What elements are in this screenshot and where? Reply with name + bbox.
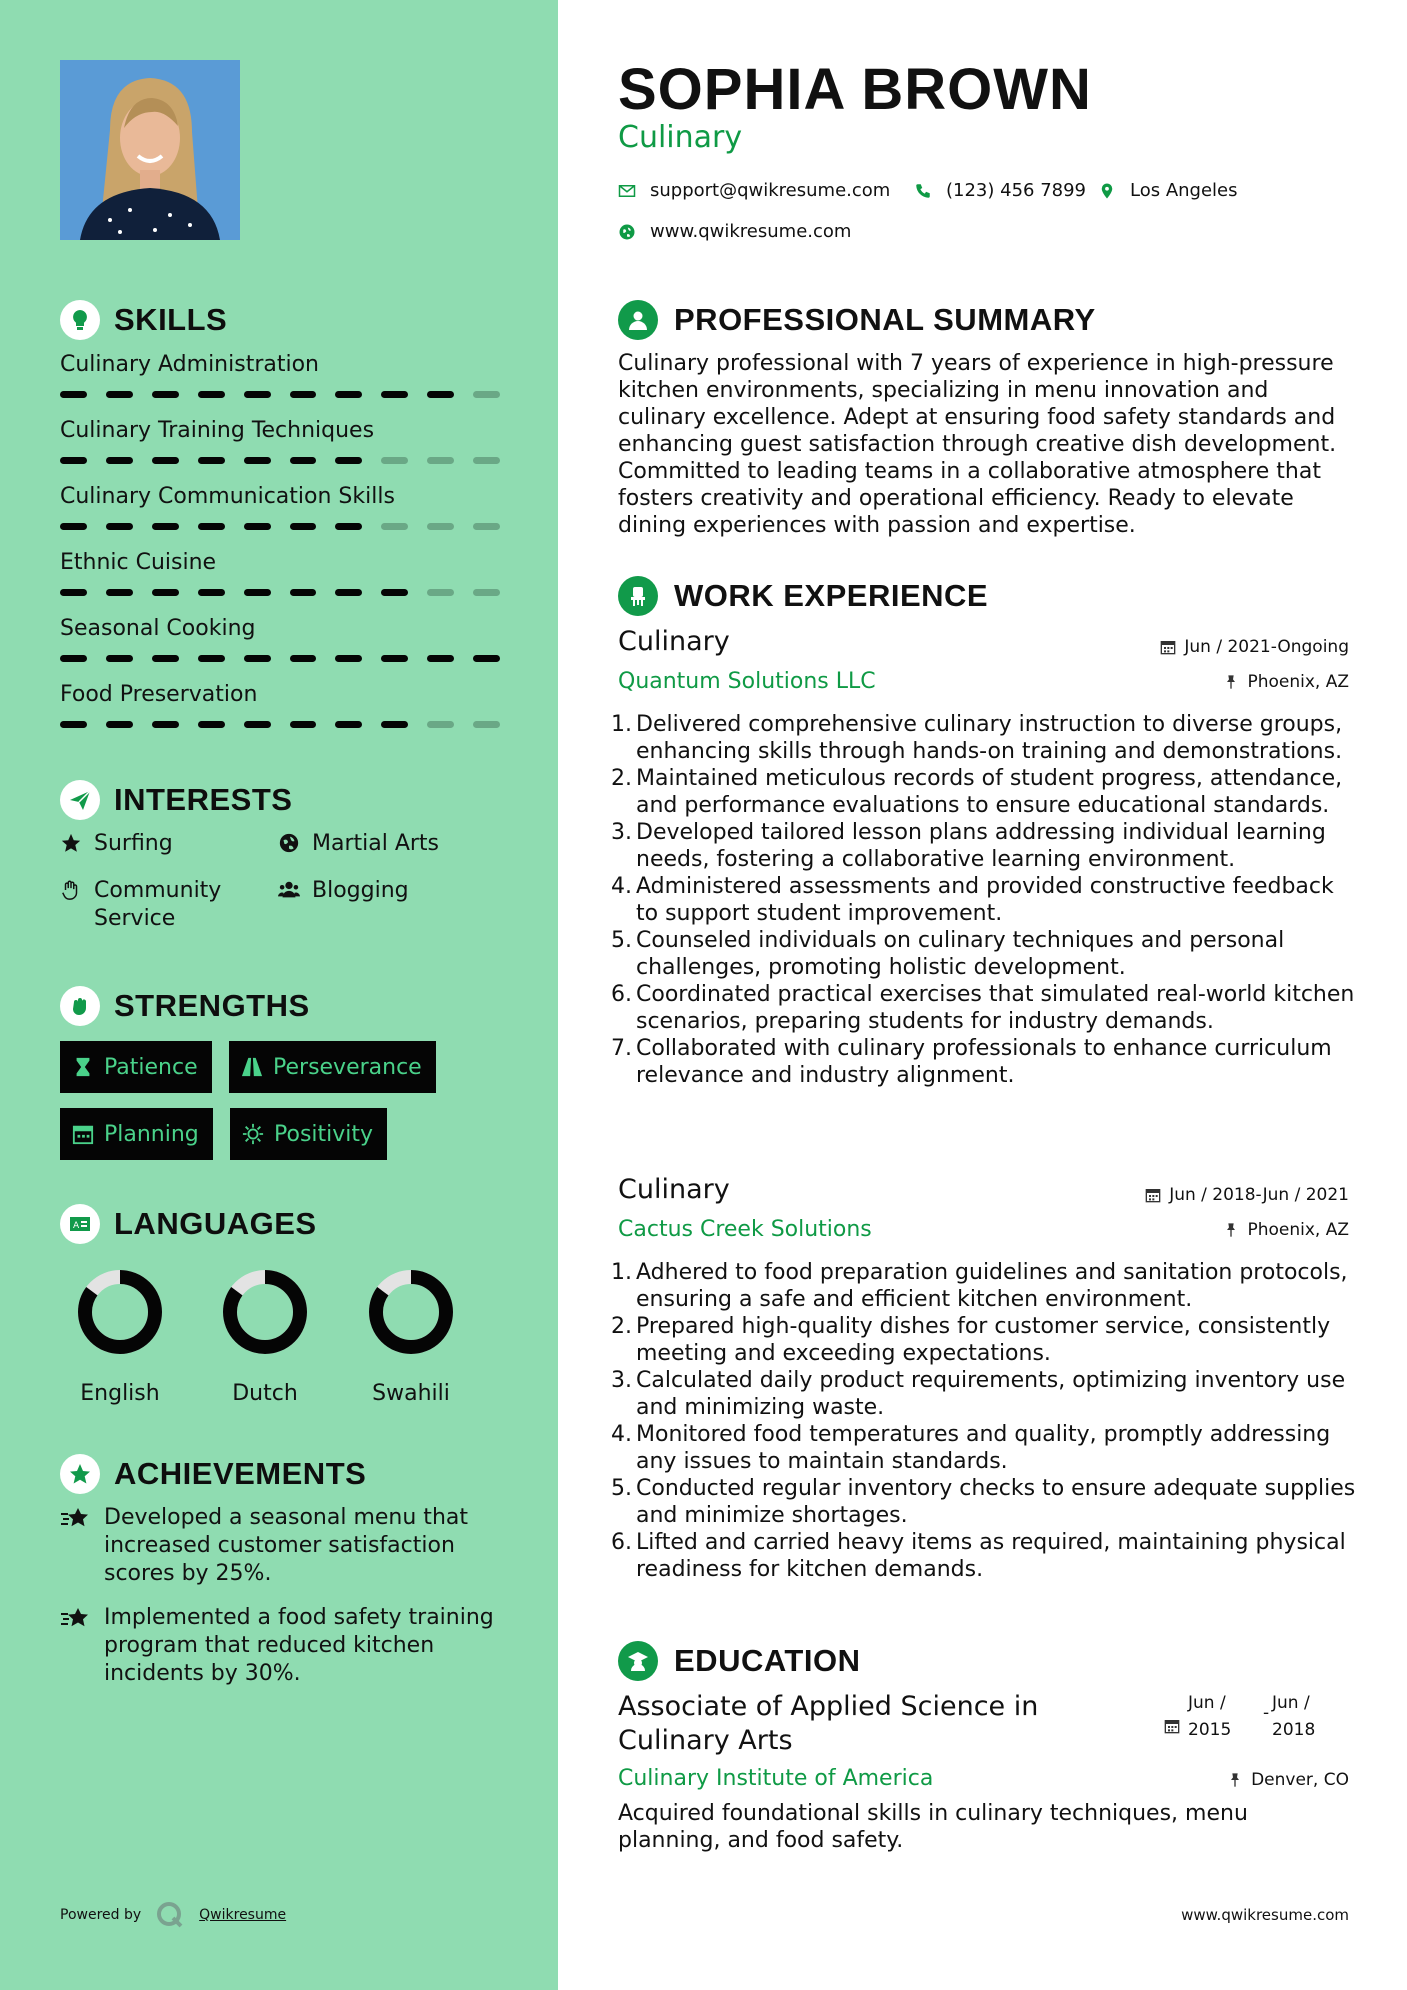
skill-level-segment xyxy=(152,457,179,464)
skill-level-segment xyxy=(244,721,271,728)
strength-badge-perseverance: Perseverance xyxy=(229,1041,436,1093)
skill-name: Culinary Administration xyxy=(60,352,319,377)
skill-level-segment xyxy=(427,523,454,530)
skill-level-segment xyxy=(152,655,179,662)
skill-level-segment xyxy=(60,391,87,398)
skill-level-segment xyxy=(198,655,225,662)
skill-level-segment xyxy=(335,589,362,596)
star-icon xyxy=(60,832,82,854)
skill-level-bar xyxy=(60,457,500,464)
interest-item-martial-arts: Martial Arts xyxy=(278,830,439,858)
skill-level-segment xyxy=(427,721,454,728)
footer-url[interactable]: www.qwikresume.com xyxy=(1181,1906,1349,1924)
skill-level-segment xyxy=(381,721,408,728)
duty-number: 6. xyxy=(611,982,632,1007)
duty-number: 3. xyxy=(611,820,632,845)
duty-item xyxy=(608,819,1360,873)
skill-level-segment xyxy=(335,721,362,728)
duty-text: Administered assessments and provided constructive feedback to support student improvement. xyxy=(636,874,1334,926)
skill-level-segment xyxy=(152,589,179,596)
skill-level-segment xyxy=(244,523,271,530)
skill-level-segment xyxy=(290,523,317,530)
duty-item xyxy=(608,873,1360,927)
candidate-name: SOPHIA BROWN xyxy=(618,57,1092,122)
skill-level-segment xyxy=(381,457,408,464)
skill-name: Ethnic Cuisine xyxy=(60,550,217,575)
duty-text: Monitored food temperatures and quality, promptly addressing any issues to maintain standards. xyxy=(636,1422,1331,1474)
skill-level-segment xyxy=(335,655,362,662)
strengths-heading: STRENGTHS xyxy=(60,986,310,1026)
globe-icon xyxy=(278,832,300,854)
skill-level-segment xyxy=(198,523,225,530)
duty-number: 5. xyxy=(611,928,632,953)
duty-item xyxy=(608,1259,1360,1313)
star-badge-icon xyxy=(60,1454,100,1494)
duty-item xyxy=(608,1367,1360,1421)
duty-item xyxy=(608,765,1360,819)
education-description: Acquired foundational skills in culinary techniques, menu planning, and food safety. xyxy=(618,1801,1248,1853)
duty-number: 7. xyxy=(611,1036,632,1061)
duty-text: Coordinated practical exercises that simulated real-world kitchen scenarios, preparing students for industry demands. xyxy=(636,982,1355,1034)
skill-level-segment xyxy=(473,523,500,530)
skill-level-bar xyxy=(60,721,500,728)
job-duties xyxy=(608,711,1360,1089)
language-name: Dutch xyxy=(232,1381,298,1406)
job-location: Phoenix, AZ xyxy=(1223,1220,1349,1240)
skill-level-segment xyxy=(290,589,317,596)
duty-text: Calculated daily product requirements, optimizing inventory use and minimizing waste. xyxy=(636,1368,1346,1420)
achievements-heading: ACHIEVEMENTS xyxy=(60,1454,366,1494)
skill-level-segment xyxy=(244,457,271,464)
duty-number: 4. xyxy=(611,1422,632,1447)
skill-level-segment xyxy=(290,391,317,398)
job-date: Jun / 2018-Jun / 2021 xyxy=(1145,1185,1349,1205)
skill-level-segment xyxy=(60,523,87,530)
hourglass-icon xyxy=(72,1056,94,1078)
svg-text:A: A xyxy=(73,1221,80,1231)
contact-location: Los Angeles xyxy=(1098,180,1238,201)
duty-item xyxy=(608,1035,1360,1089)
user-icon xyxy=(618,300,658,340)
calendar-icon xyxy=(1164,1716,1180,1743)
skill-level-bar xyxy=(60,523,500,530)
skill-level-bar xyxy=(60,391,500,398)
skill-item xyxy=(60,550,500,596)
skill-level-segment xyxy=(106,721,133,728)
skill-level-segment xyxy=(198,721,225,728)
duty-number: 1. xyxy=(611,712,632,737)
skill-item xyxy=(60,418,500,464)
interests-heading: INTERESTS xyxy=(60,780,292,820)
qwikresume-logo-icon xyxy=(155,1900,185,1930)
education-location: Denver, CO xyxy=(1227,1770,1349,1790)
qwikresume-link[interactable]: Qwikresume xyxy=(199,1907,287,1923)
skill-level-bar xyxy=(60,655,500,662)
skill-level-segment xyxy=(381,655,408,662)
duty-text: Prepared high-quality dishes for customer service, consistently meeting and exceeding expectations. xyxy=(636,1314,1331,1366)
job-date: Jun / 2021-Ongoing xyxy=(1160,637,1349,657)
interest-item-blogging: Blogging xyxy=(278,877,409,905)
skill-level-segment xyxy=(290,457,317,464)
skill-item xyxy=(60,484,500,530)
skill-level-segment xyxy=(244,391,271,398)
skill-level-segment xyxy=(381,589,408,596)
duty-text: Lifted and carried heavy items as required, maintaining physical readiness for kitchen demands. xyxy=(636,1530,1346,1582)
shooting-star-icon xyxy=(60,1504,92,1532)
skill-level-segment xyxy=(335,391,362,398)
language-item xyxy=(205,1267,325,1406)
sun-icon xyxy=(242,1123,264,1145)
language-level-ring xyxy=(220,1267,310,1357)
duty-text: Adhered to food preparation guidelines and sanitation protocols, ensuring a safe and efficient kitchen environment. xyxy=(636,1260,1348,1312)
language-icon xyxy=(60,1204,100,1244)
job-company: Cactus Creek Solutions xyxy=(618,1217,872,1242)
skill-level-segment xyxy=(427,391,454,398)
skill-level-segment xyxy=(290,655,317,662)
duty-text: Conducted regular inventory checks to ensure adequate supplies and minimize shortages. xyxy=(636,1476,1356,1528)
skill-level-segment xyxy=(152,523,179,530)
education-start-date: Jun / 2015 xyxy=(1188,1693,1232,1740)
skill-level-segment xyxy=(60,655,87,662)
skill-level-bar xyxy=(60,589,500,596)
contact-email[interactable]: support@qwikresume.com xyxy=(618,180,890,201)
skill-level-segment xyxy=(381,523,408,530)
interest-item-surfing: Surfing xyxy=(60,830,173,858)
languages-heading: A LANGUAGES xyxy=(60,1204,317,1244)
skill-level-segment xyxy=(198,391,225,398)
strength-badge-patience: Patience xyxy=(60,1041,212,1093)
skill-level-segment xyxy=(381,391,408,398)
skill-level-segment xyxy=(427,589,454,596)
summary-heading: PROFESSIONAL SUMMARY xyxy=(618,300,1096,340)
chair-icon xyxy=(618,576,658,616)
skill-level-segment xyxy=(152,391,179,398)
strength-badge-positivity: Positivity xyxy=(230,1108,387,1160)
skill-level-segment xyxy=(106,523,133,530)
education-end-date: Jun / 2018 xyxy=(1272,1693,1316,1740)
duty-number: 2. xyxy=(611,766,632,791)
contact-website[interactable]: www.qwikresume.com xyxy=(618,221,851,242)
skill-level-segment xyxy=(152,721,179,728)
road-icon xyxy=(241,1056,263,1078)
duty-item xyxy=(608,981,1360,1035)
skill-level-segment xyxy=(198,457,225,464)
duty-item xyxy=(608,711,1360,765)
duty-number: 5. xyxy=(611,1476,632,1501)
duty-item xyxy=(608,927,1360,981)
skill-item xyxy=(60,616,500,662)
duty-item xyxy=(608,1475,1360,1529)
graduate-icon xyxy=(618,1641,658,1681)
skill-level-segment xyxy=(473,655,500,662)
skill-level-segment xyxy=(335,523,362,530)
duty-number: 1. xyxy=(611,1260,632,1285)
duty-text: Delivered comprehensive culinary instruction to diverse groups, enhancing skills through hands-on training and demonstrations. xyxy=(636,712,1343,764)
duty-item xyxy=(608,1529,1360,1583)
duty-text: Developed tailored lesson plans addressing individual learning needs, fostering a collaborative learning environment. xyxy=(636,820,1326,872)
pushpin-icon xyxy=(1223,674,1239,690)
skill-level-segment xyxy=(244,589,271,596)
achievement-item: Implemented a food safety training program that reduced kitchen incidents by 30%. xyxy=(60,1604,500,1688)
duty-number: 6. xyxy=(611,1530,632,1555)
duty-text: Maintained meticulous records of student progress, attendance, and performance evaluations to ensure educational standards. xyxy=(636,766,1343,818)
skill-level-segment xyxy=(473,589,500,596)
job-title: Culinary xyxy=(618,1174,730,1205)
map-pin-icon xyxy=(1098,182,1116,200)
skill-level-segment xyxy=(290,721,317,728)
duty-text: Collaborated with culinary professionals to enhance curriculum relevance and industry alignment. xyxy=(636,1036,1332,1088)
skill-level-segment xyxy=(60,589,87,596)
sidebar xyxy=(0,0,558,1990)
job-company: Quantum Solutions LLC xyxy=(618,669,876,694)
skills-heading: SKILLS xyxy=(60,300,227,340)
education-heading: EDUCATION xyxy=(618,1641,860,1681)
date-separator: - xyxy=(1263,1703,1270,1723)
skill-level-segment xyxy=(473,391,500,398)
pushpin-icon xyxy=(1227,1772,1243,1788)
skill-level-segment xyxy=(106,457,133,464)
skill-name: Seasonal Cooking xyxy=(60,616,256,641)
skill-name: Culinary Communication Skills xyxy=(60,484,395,509)
language-name: English xyxy=(80,1381,160,1406)
interest-item-community-service: Community Service xyxy=(60,877,260,933)
language-item xyxy=(351,1267,471,1406)
calendar-icon xyxy=(72,1123,94,1145)
skill-level-segment xyxy=(427,457,454,464)
experience-heading: WORK EXPERIENCE xyxy=(618,576,988,616)
skill-item xyxy=(60,352,500,398)
envelope-icon xyxy=(618,182,636,200)
skill-level-segment xyxy=(106,589,133,596)
skill-level-segment xyxy=(198,589,225,596)
skill-level-segment xyxy=(473,457,500,464)
job-location: Phoenix, AZ xyxy=(1223,672,1349,692)
language-level-ring xyxy=(366,1267,456,1357)
powered-by: Powered by Qwikresume xyxy=(60,1900,286,1930)
contact-phone[interactable]: (123) 456 7899 xyxy=(914,180,1086,201)
duty-item xyxy=(608,1313,1360,1367)
skill-item xyxy=(60,682,500,728)
phone-icon xyxy=(914,182,932,200)
skill-level-segment xyxy=(335,457,362,464)
strength-badge-planning: Planning xyxy=(60,1108,213,1160)
fist-icon xyxy=(60,986,100,1026)
candidate-role: Culinary xyxy=(618,120,743,155)
achievement-item: Developed a seasonal menu that increased customer satisfaction scores by 25%. xyxy=(60,1504,500,1588)
school-name: Culinary Institute of America xyxy=(618,1766,934,1791)
job-duties xyxy=(608,1259,1360,1583)
degree-title: Associate of Applied Science in Culinary Arts xyxy=(618,1691,1039,1756)
skill-level-segment xyxy=(60,721,87,728)
lightbulb-icon xyxy=(60,300,100,340)
duty-number: 4. xyxy=(611,874,632,899)
duty-number: 2. xyxy=(611,1314,632,1339)
summary-text: Culinary professional with 7 years of experience in high-pressure kitchen environments, specializing in menu innovation and culinary excellence. Adept at ensuring food safety standards and enhancing guest satisfaction through creative dish development. Committed to leading teams in a collaborative atmosphere that fosters creativity and operational efficiency. Ready to elevate dining experiences with passion and expertise. xyxy=(618,351,1337,538)
pushpin-icon xyxy=(1223,1222,1239,1238)
job-title: Culinary xyxy=(618,626,730,657)
profile-photo xyxy=(60,60,240,240)
users-icon xyxy=(278,879,300,901)
skill-level-segment xyxy=(106,655,133,662)
calendar-icon xyxy=(1160,639,1176,655)
globe-icon xyxy=(618,223,636,241)
paper-plane-icon xyxy=(60,780,100,820)
language-name: Swahili xyxy=(372,1381,450,1406)
duty-text: Counseled individuals on culinary techniques and personal challenges, promoting holistic development. xyxy=(636,928,1285,980)
shooting-star-icon xyxy=(60,1604,92,1632)
duty-item xyxy=(608,1421,1360,1475)
language-item xyxy=(60,1267,180,1406)
language-level-ring xyxy=(75,1267,165,1357)
hand-icon xyxy=(60,879,82,901)
skill-level-segment xyxy=(473,721,500,728)
skill-name: Food Preservation xyxy=(60,682,258,707)
skill-level-segment xyxy=(60,457,87,464)
skill-name: Culinary Training Techniques xyxy=(60,418,375,443)
skill-level-segment xyxy=(106,391,133,398)
skill-level-segment xyxy=(244,655,271,662)
duty-number: 3. xyxy=(611,1368,632,1393)
calendar-icon xyxy=(1145,1187,1161,1203)
skill-level-segment xyxy=(427,655,454,662)
